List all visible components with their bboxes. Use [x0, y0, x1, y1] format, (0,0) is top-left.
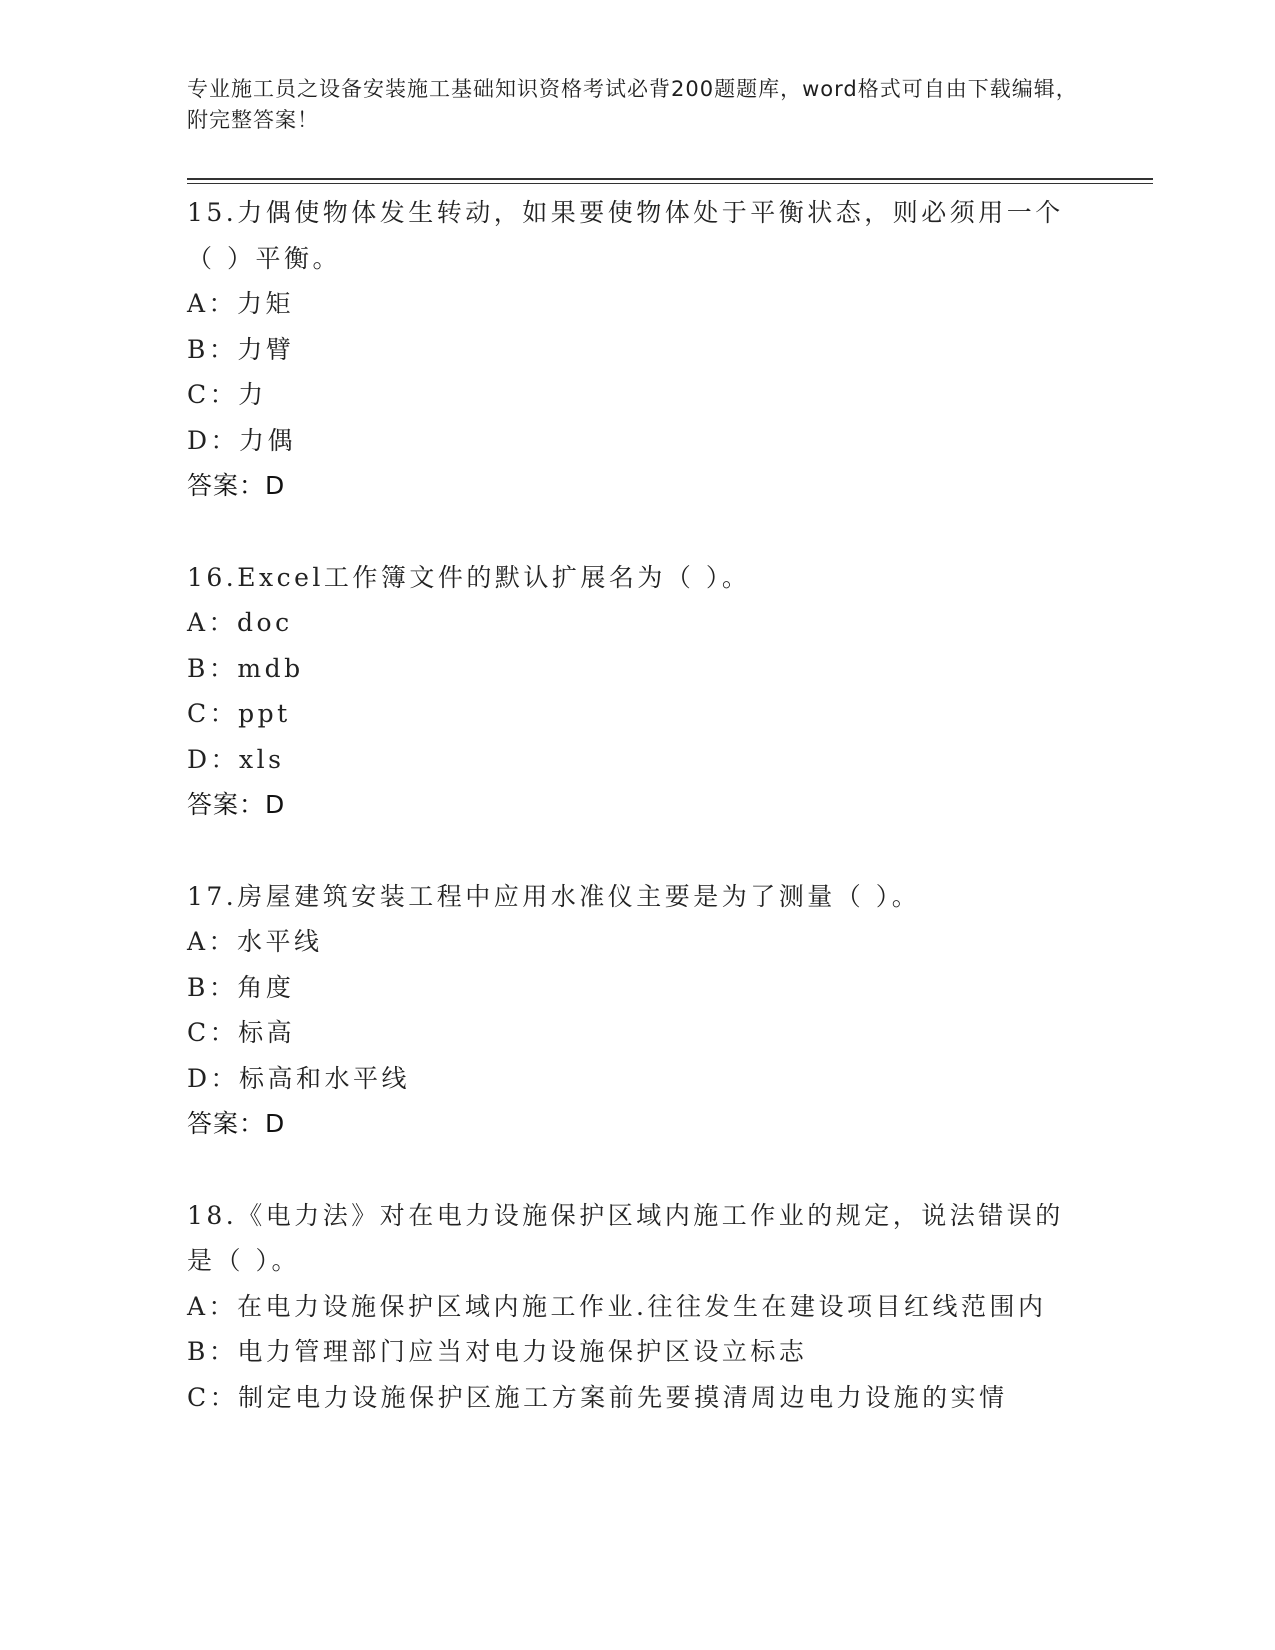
option-b: B：电力管理部门应当对电力设施保护区设立标志 — [187, 1337, 808, 1366]
header-divider — [187, 178, 1153, 184]
option-c: C：ppt — [187, 699, 291, 728]
question-stem: 17.房屋建筑安装工程中应用水准仪主要是为了测量（ ）。 — [187, 881, 921, 911]
option-c: C：标高 — [187, 1018, 296, 1047]
question-17 — [187, 874, 1147, 1147]
answer-line: 答案：D — [187, 1109, 286, 1138]
option-c: C：制定电力设施保护区施工方案前先要摸清周边电力设施的实情 — [187, 1382, 1008, 1412]
question-list — [187, 190, 1147, 1466]
document-title: 专业施工员之设备安装施工基础知识资格考试必背200题题库，word格式可自由下载编辑，附完整答案！ — [187, 77, 1078, 132]
option-a: A：水平线 — [187, 927, 323, 956]
option-b: B：mdb — [187, 653, 304, 683]
answer-line: 答案：D — [187, 790, 286, 819]
option-a: A：在电力设施保护区域内施工作业.往往发生在建设项目红线范围内 — [187, 1291, 1047, 1321]
document-header — [187, 74, 1087, 136]
question-18 — [187, 1193, 1147, 1421]
answer-line: 答案：D — [187, 471, 286, 500]
question-16 — [187, 555, 1147, 828]
option-d: D：xls — [187, 744, 285, 774]
question-stem: 16.Excel工作簿文件的默认扩展名为（ ）。 — [187, 562, 751, 592]
question-stem: 15.力偶使物体发生转动，如果要使物体处于平衡状态，则必须用一个（ ）平衡。 — [187, 198, 1064, 273]
question-15 — [187, 190, 1147, 509]
option-b: B：角度 — [187, 972, 295, 1002]
question-stem: 18.《电力法》对在电力设施保护区域内施工作业的规定，说法错误的是（ ）。 — [187, 1200, 1064, 1275]
option-b: B：力臂 — [187, 334, 295, 364]
option-a: A：力矩 — [187, 289, 295, 318]
option-a: A：doc — [187, 608, 293, 637]
option-c: C：力 — [187, 380, 267, 409]
option-d: D：力偶 — [187, 425, 297, 455]
option-d: D：标高和水平线 — [187, 1063, 411, 1093]
